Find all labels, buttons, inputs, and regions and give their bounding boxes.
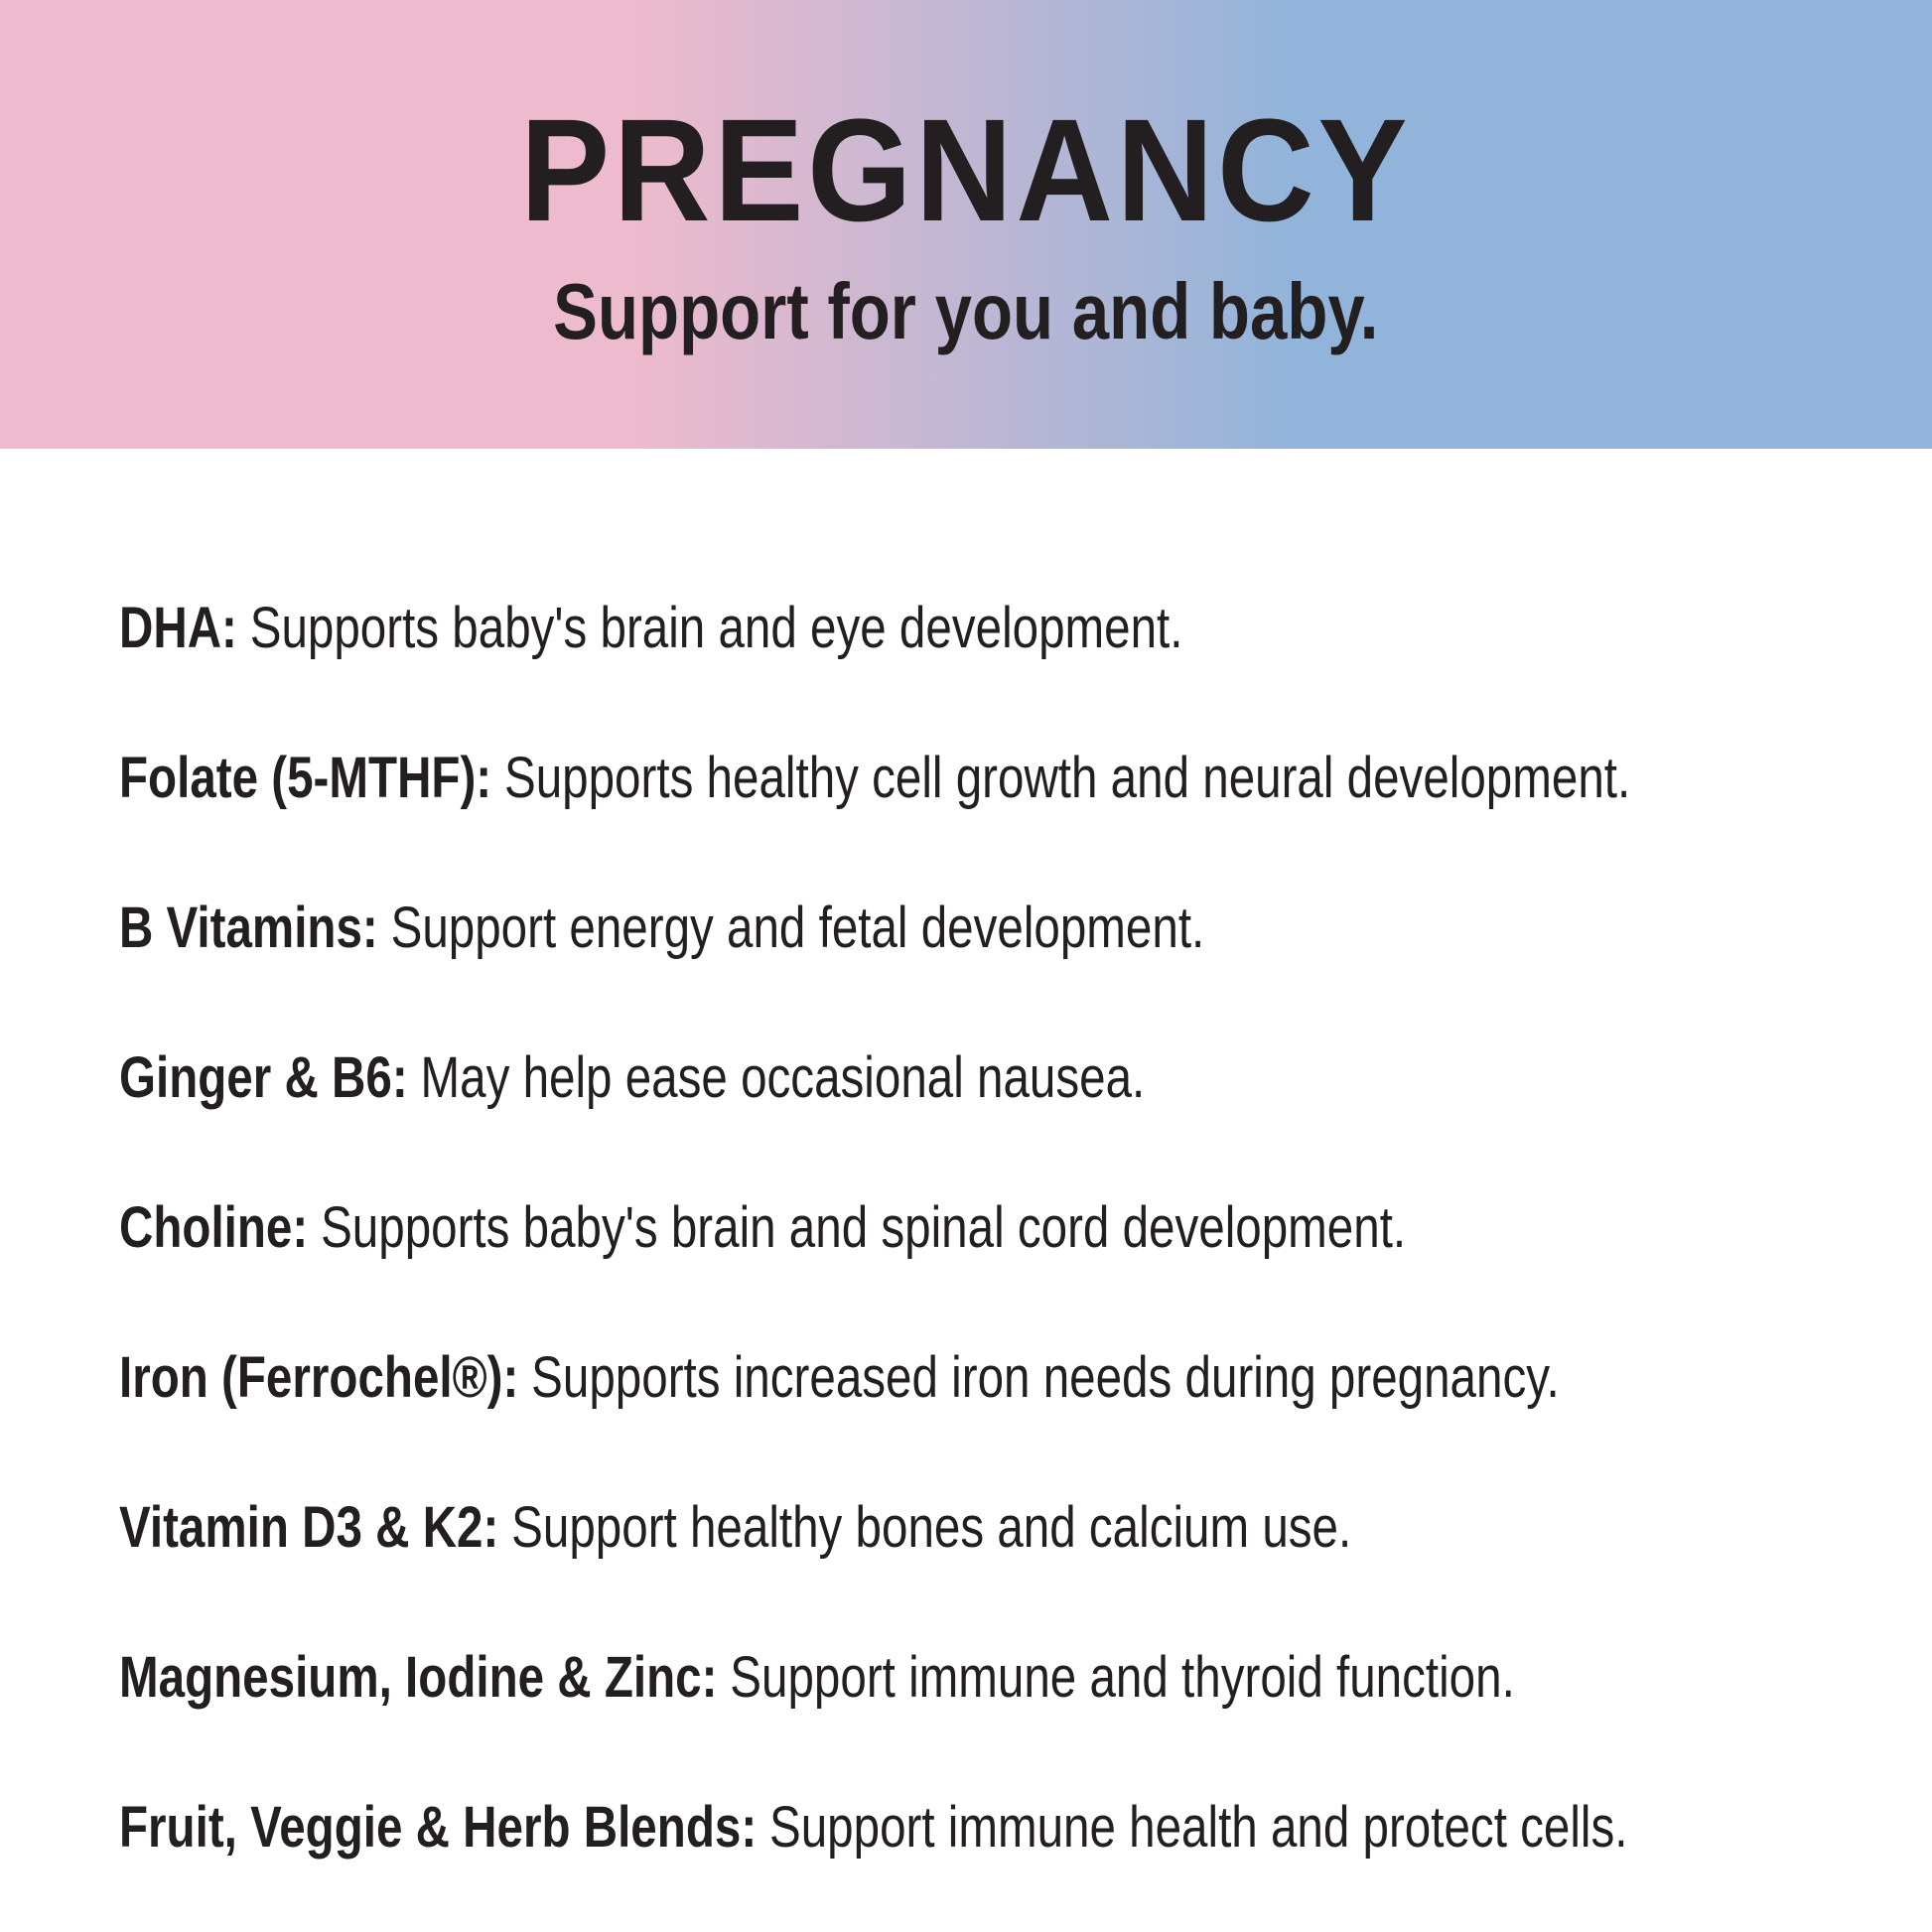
benefit-text: Supports healthy cell growth and neural development. xyxy=(503,746,1631,810)
benefit-row-choline xyxy=(119,1195,1574,1260)
benefit-label: Folate (5-MTHF): xyxy=(119,746,492,810)
benefit-row-b-vitamins xyxy=(119,896,1574,960)
benefit-text: Supports baby's brain and eye development. xyxy=(249,596,1183,660)
benefit-text: May help ease occasional nausea. xyxy=(420,1045,1146,1110)
benefit-row-magnesium-iodine-zinc xyxy=(119,1645,1574,1710)
benefit-text: Supports baby's brain and spinal cord development. xyxy=(321,1195,1407,1260)
benefits-list xyxy=(0,449,1932,1860)
benefit-text: Support energy and fetal development. xyxy=(390,896,1205,960)
benefit-row-iron xyxy=(119,1345,1574,1410)
header xyxy=(0,0,1932,449)
benefit-text: Support immune and thyroid function. xyxy=(730,1645,1515,1710)
benefit-text: Support healthy bones and calcium use. xyxy=(511,1495,1352,1560)
benefit-row-dha xyxy=(119,596,1574,660)
benefit-row-fruit-veggie-herb xyxy=(119,1795,1628,1860)
benefit-row-vitamin-d3-k2 xyxy=(119,1495,1574,1560)
benefit-label: Fruit, Veggie & Herb Blends: xyxy=(119,1795,758,1860)
benefit-text: Support immune health and protect cells. xyxy=(769,1795,1628,1860)
benefit-text: Supports increased iron needs during pregnancy. xyxy=(531,1345,1560,1410)
benefit-row-ginger-b6 xyxy=(119,1045,1574,1110)
benefit-label: Choline: xyxy=(119,1195,309,1260)
benefit-label: Ginger & B6: xyxy=(119,1045,408,1110)
benefit-label: Vitamin D3 & K2: xyxy=(119,1495,499,1560)
benefit-label: B Vitamins: xyxy=(119,896,378,960)
page-subtitle: Support for you and baby. xyxy=(553,267,1379,355)
benefit-row-folate xyxy=(119,746,1631,810)
benefit-label: Magnesium, Iodine & Zinc: xyxy=(119,1645,718,1710)
benefit-label: Iron (Ferrochel®): xyxy=(119,1345,519,1410)
page-title: PREGNANCY xyxy=(520,89,1412,252)
benefit-label: DHA: xyxy=(119,596,237,660)
